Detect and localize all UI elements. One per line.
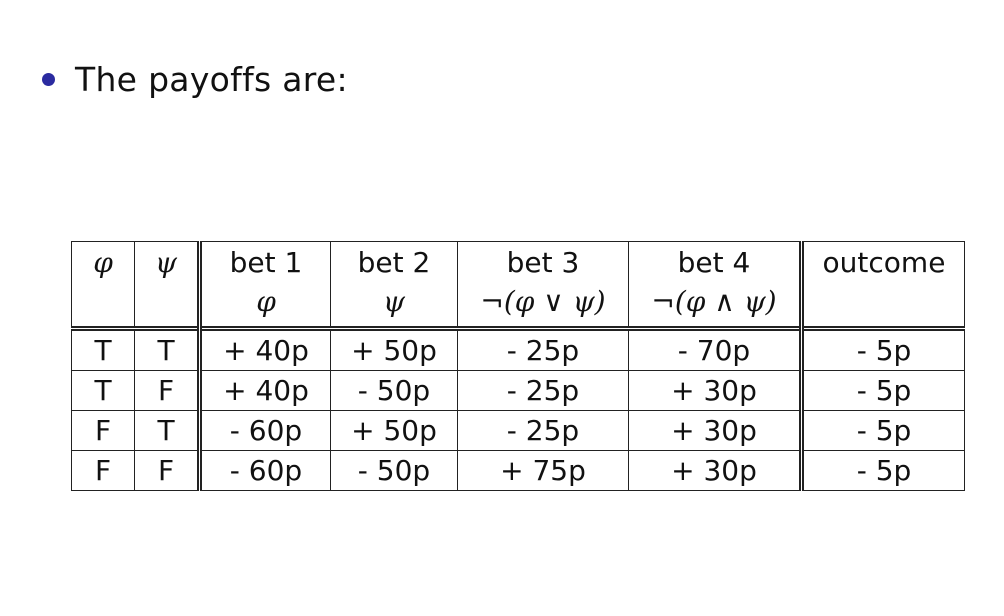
cell-psi: F (135, 371, 200, 411)
table-header-row (72, 242, 965, 329)
cell-bet-1: - 60p (200, 411, 331, 451)
header-bet-1-label: bet 1 (229, 246, 303, 279)
cell-bet-3: - 25p (458, 329, 629, 371)
cell-bet-1: + 40p (200, 371, 331, 411)
table-row (72, 371, 965, 411)
cell-bet-3: - 25p (458, 371, 629, 411)
cell-bet-4: + 30p (629, 411, 802, 451)
header-bet-2 (331, 242, 458, 329)
cell-outcome: - 5p (802, 411, 965, 451)
header-phi-label: φ (93, 246, 113, 279)
cell-outcome: - 5p (802, 329, 965, 371)
payoff-table (71, 241, 965, 491)
cell-psi: T (135, 411, 200, 451)
cell-phi: F (72, 411, 135, 451)
header-phi (72, 242, 135, 329)
header-psi (135, 242, 200, 329)
header-outcome-label: outcome (822, 246, 946, 279)
header-bet-1-formula: φ (256, 285, 276, 318)
header-bet-2-formula: ψ (383, 285, 405, 318)
cell-bet-3: + 75p (458, 451, 629, 491)
cell-bet-2: + 50p (331, 411, 458, 451)
header-bet-4-formula: ¬(φ ∧ ψ) (651, 285, 777, 318)
header-bet-1 (200, 242, 331, 329)
cell-bet-1: - 60p (200, 451, 331, 491)
table-row (72, 329, 965, 371)
cell-bet-4: - 70p (629, 329, 802, 371)
cell-bet-3: - 25p (458, 411, 629, 451)
cell-bet-2: + 50p (331, 329, 458, 371)
cell-phi: T (72, 329, 135, 371)
cell-bet-1: + 40p (200, 329, 331, 371)
cell-phi: T (72, 371, 135, 411)
cell-outcome: - 5p (802, 371, 965, 411)
header-bet-4 (629, 242, 802, 329)
table-row (72, 451, 965, 491)
header-bet-2-label: bet 2 (357, 246, 431, 279)
header-bet-3-label: bet 3 (506, 246, 580, 279)
header-outcome (802, 242, 965, 329)
bullet-item (42, 60, 348, 99)
header-bet-3 (458, 242, 629, 329)
bullet-text: The payoffs are: (75, 60, 348, 99)
bullet-dot-icon (42, 73, 55, 86)
table-row (72, 411, 965, 451)
cell-psi: T (135, 329, 200, 371)
header-bet-4-label: bet 4 (677, 246, 751, 279)
cell-outcome: - 5p (802, 451, 965, 491)
cell-bet-4: + 30p (629, 451, 802, 491)
cell-bet-4: + 30p (629, 371, 802, 411)
cell-phi: F (72, 451, 135, 491)
cell-bet-2: - 50p (331, 451, 458, 491)
cell-psi: F (135, 451, 200, 491)
cell-bet-2: - 50p (331, 371, 458, 411)
header-bet-3-formula: ¬(φ ∨ ψ) (480, 285, 606, 318)
header-psi-label: ψ (155, 246, 177, 279)
